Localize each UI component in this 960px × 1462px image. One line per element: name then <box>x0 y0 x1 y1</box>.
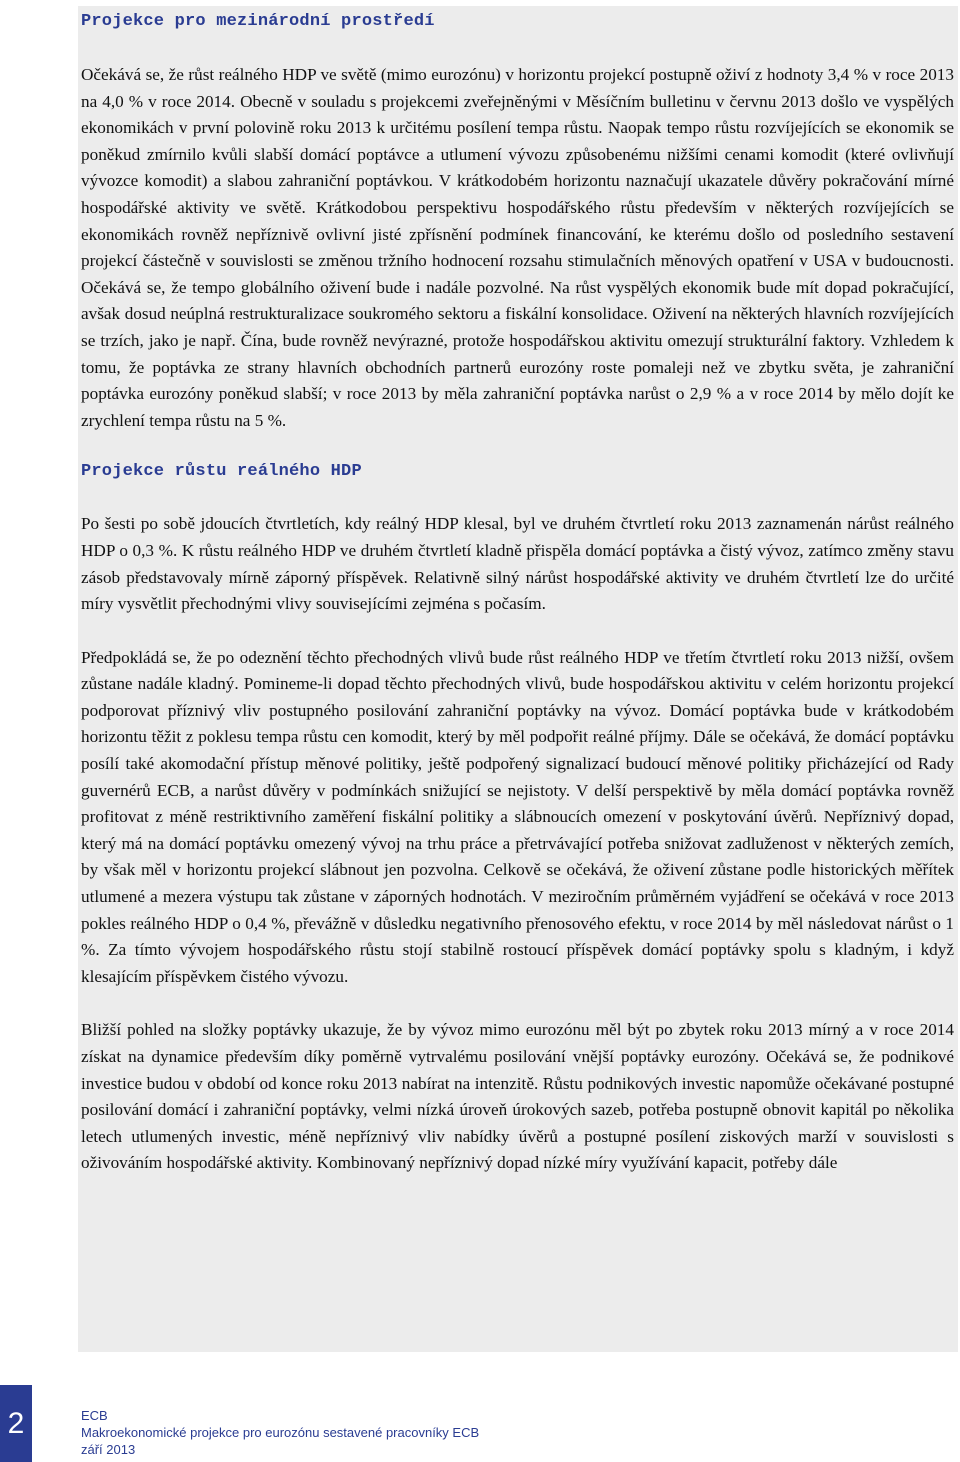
section-heading-international: Projekce pro mezinárodní prostředí <box>81 12 435 31</box>
page-number: 2 <box>0 1385 32 1462</box>
paragraph-gdp-q2: Po šesti po sobě jdoucích čtvrtletích, kdy reálný HDP klesal, byl ve druhém čtvrtletí roku 2013 zaznamenán nárůst reálného HDP o 0,3 %. K růstu reálného HDP ve druhém čtvrtletí kladně přispěla domácí poptávka a čistý vývoz, zatímco změny stavu zásob představovaly mírně záporný příspěvek. Relativně silný nárůst hospodářské aktivity ve druhém čtvrtletí lze do určité míry vysvětlit přechodnými vlivy souvisejícími zejména s počasím. <box>81 514 954 614</box>
document-body <box>81 6 954 1201</box>
footer-date: září 2013 <box>81 1442 136 1457</box>
paragraph-gdp-outlook: Předpokládá se, že po odeznění těchto přechodných vlivů bude růst reálného HDP ve třetím čtvrtletí roku 2013 nižší, ovšem zůstane nadále kladný. Pomineme-li dopad těchto přechodných vlivů, bude hospodářskou aktivitu v celém horizontu projekcí podporovat příznivý vliv postupného posilování zahraniční poptávky na vývoz. Domácí poptávka bude v krátkodobém horizontu těžit z poklesu tempa růstu cen komodit, který by měl podpořit reálné příjmy. Dále se očekává, že domácí poptávku posílí také akomodační přístup měnové politiky, ještě podpořený signalizací budoucí měnové politiky přicházející od Rady guvernérů ECB, a narůst důvěry v podmínkách snižující se nejistoty. V delší perspektivě by měla domácí poptávka rovněž profitovat z méně restriktivního zaměření fiskální politiky a slábnoucích omezení v poskytování úvěrů. Nepříznivý dopad, který má na domácí poptávku omezený vývoj na trhu práce a přetrvávající potřeba snižovat zadluženost v některých zemích, by však měl v horizontu projekcí slábnout jen pozvolna. Celkově se očekává, že oživení zůstane podle historických měřítek utlumené a mezera výstupu tak zůstane v záporných hodnotách. V meziročním průměrném vyjádření se očekává v roce 2013 pokles reálného HDP o 0,4 %, převážně v důsledku negativního přenosového efektu, v roce 2014 by měl následovat nárůst o 1 %. Za tímto vývojem hospodářského růstu stojí stabilně rostoucí příspěvek domácí poptávky spolu s kladným, i když klesajícím příspěvkem čistého vývozu. <box>81 647 954 986</box>
section-heading-gdp-growth: Projekce růstu reálného HDP <box>81 462 362 482</box>
footer <box>81 1407 479 1458</box>
footer-publisher: ECB <box>81 1408 108 1423</box>
footer-publication-title: Makroekonomické projekce pro eurozónu sestavené pracovníky ECB <box>81 1425 480 1440</box>
paragraph-demand-components: Bližší pohled na složky poptávky ukazuje, že by vývoz mimo eurozónu měl být po zbytek roku 2013 mírný a v roce 2014 získat na dynamice především díky poměrně vytrvalému posilování vnější poptávky eurozóny. Očekává se, že podnikové investice budou v období od konce roku 2013 nabírat na intenzitě. Růstu podnikových investic napomůže očekávané postupné posilování domácí i zahraniční poptávky, velmi nízká úroveň úrokových sazeb, potřeba postupně obnovit kapitál po několika letech utlumených investic, méně nepříznivý vliv nabídky úvěrů a postupné posílení ziskových marží v souvislosti s oživováním hospodářské aktivity. Kombinovaný nepříznivý dopad nízké míry využívání kapacit, potřeby dále <box>81 1020 954 1173</box>
paragraph-international-outlook: Očekává se, že růst reálného HDP ve světě (mimo eurozónu) v horizontu projekcí postupně oživí z hodnoty 3,4 % v roce 2013 na 4,0 % v roce 2014. Obecně v souladu s projekcemi zveřejněnými v Měsíčním bulletinu v červnu 2013 došlo ve vyspělých ekonomikách v první polovině roku 2013 k určitému posílení tempa růstu. Naopak tempo růstu rozvíjejících se ekonomik se poněkud zmírnilo kvůli slabší domácí poptávce a utlumení vývozu způsobenému nižšími cenami komodit (které ovlivňují vývozce komodit) a slabou zahraniční poptávkou. V krátkodobém horizontu naznačují ukazatele důvěry pokračování mírné hospodářské aktivity ve světě. Krátkodobou perspektivu hospodářského růstu především v některých rozvíjejících se ekonomikách rovněž nepříznivě ovlivní jisté zpřísnění podmínek financování, ke kterému došlo od posledního sestavení projekcí částečně v souvislosti se změnou tržního hodnocení rozsahu stimulačních měnových opatření v USA v budoucnosti. Očekává se, že tempo globálního oživení bude i nadále pozvolné. Na růst vyspělých ekonomik bude mít dopad pokračující, avšak dosud neúplná restrukturalizace soukromého sektoru a fiskální konsolidace. Oživení na některých hlavních rozvíjejících se trzích, jako je např. Čína, bude rovněž nevýrazné, protože hospodářskou aktivitu omezují strukturální faktory. Vzhledem k tomu, že poptávka ze strany hlavních obchodních partnerů eurozóny roste pomaleji než ve zbytku světa, je zahraniční poptávka eurozóny poněkud slabší; v roce 2013 by měla zahraniční poptávka narůst o 2,9 % a v roce 2014 by mělo dojít ke zrychlení tempa růstu na 5 %. <box>81 65 954 430</box>
